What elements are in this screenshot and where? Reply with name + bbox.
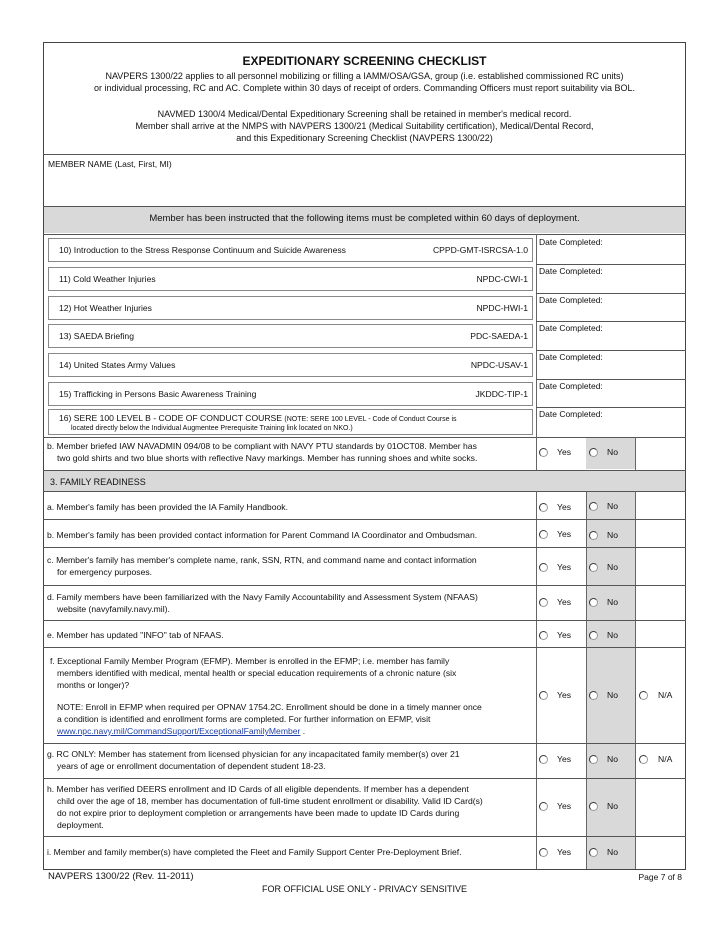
option-yes[interactable] <box>539 502 571 512</box>
divider <box>43 836 686 837</box>
date-completed-field[interactable]: Date Completed: <box>539 409 603 419</box>
course-code: PDC-SAEDA-1 <box>470 331 528 341</box>
section-3-title: 3. FAMILY READINESS <box>50 477 146 487</box>
radio-icon[interactable] <box>589 531 598 540</box>
radio-icon[interactable] <box>589 691 598 700</box>
course-row <box>48 324 533 348</box>
option-yes[interactable] <box>539 597 571 607</box>
course-row <box>48 238 533 262</box>
radio-icon[interactable] <box>589 448 598 457</box>
radio-icon[interactable] <box>539 631 548 640</box>
course-title: 16) SERE 100 LEVEL B - CODE OF CONDUCT COURSE <box>59 413 283 423</box>
course-code: NPDC-CWI-1 <box>476 274 528 284</box>
family-f-line-3: months or longer)? <box>57 680 130 690</box>
option-label: No <box>607 754 618 764</box>
option-label: No <box>607 562 618 572</box>
option-yes[interactable] <box>539 447 571 457</box>
radio-icon[interactable] <box>539 755 548 764</box>
course-code: CPPD-GMT-ISRCSA-1.0 <box>432 245 528 255</box>
option-label: No <box>607 597 618 607</box>
col-divider <box>635 437 636 470</box>
date-completed-field[interactable]: Date Completed: <box>539 237 603 247</box>
divider <box>43 154 686 155</box>
family-a-text: a. Member's family has been provided the IA Family Handbook. <box>47 502 288 512</box>
option-label: Yes <box>557 801 572 811</box>
option-no[interactable] <box>589 501 618 511</box>
option-label: N/A <box>658 754 673 764</box>
family-e-text: e. Member has updated "INFO" tab of NFAAS. <box>47 630 224 640</box>
course-title: 10) Introduction to the Stress Response Continuum and Suicide Awareness <box>59 245 346 255</box>
course-code: NPDC-USAV-1 <box>470 360 528 370</box>
family-h-line-3: do not expire prior to deployment completion or arrangements have been made to update ID Cards during <box>57 808 460 818</box>
option-no[interactable] <box>589 630 618 640</box>
course-row <box>48 353 533 377</box>
efmp-note-text: : Enroll in EFMP when required per OPNAV 1754.2C. Enrollment should be done in a timely manner once <box>80 702 482 712</box>
option-label: No <box>607 847 618 857</box>
radio-icon[interactable] <box>539 503 548 512</box>
divider <box>43 519 686 520</box>
family-h-line-1: h. Member has verified DEERS enrollment and ID Cards of all eligible dependents. If member has a dependent <box>47 784 469 794</box>
option-label: Yes <box>557 754 572 764</box>
family-d-line-2: website (navyfamily.navy.mil). <box>57 604 170 614</box>
efmp-link-suffix: . <box>300 726 306 736</box>
option-no[interactable] <box>589 562 618 572</box>
course-row <box>48 409 533 435</box>
radio-icon[interactable] <box>539 448 548 457</box>
option-na[interactable] <box>639 690 672 700</box>
option-no[interactable] <box>589 447 618 457</box>
option-yes[interactable] <box>539 690 571 700</box>
date-completed-field[interactable]: Date Completed: <box>539 266 603 276</box>
option-no[interactable] <box>589 754 618 764</box>
form-title: EXPEDITIONARY SCREENING CHECKLIST <box>242 54 487 68</box>
note-line-1: NAVMED 1300/4 Medical/Dental Expeditionary Screening shall be retained in member's medical record. <box>157 109 572 119</box>
intro-line-2: or individual processing, RC and AC. Complete within 30 days of receipt of orders. Commanding Officers must report suitability via BOL. <box>93 83 636 93</box>
date-completed-field[interactable]: Date Completed: <box>539 352 603 362</box>
option-label: No <box>607 530 618 540</box>
intro-line-1: NAVPERS 1300/22 applies to all personnel mobilizing or filling a IAMM/OSA/GSA, group (i.e. established commissioned RC units) <box>105 71 624 81</box>
course-note-line-2: located directly below the Individual Augmentee Prerequisite Training link located on NKO.) <box>71 425 353 432</box>
member-name-label: MEMBER NAME (Last, First, MI) <box>48 159 172 169</box>
option-no[interactable] <box>589 801 618 811</box>
question-b-line-2: two gold shirts and two blue shorts with reflective Navy markings. Member has running shoes and white socks. <box>57 453 478 463</box>
radio-icon[interactable] <box>589 598 598 607</box>
option-label: Yes <box>557 597 572 607</box>
family-h-line-4: deployment. <box>57 820 104 830</box>
radio-icon[interactable] <box>539 563 548 572</box>
member-name-input[interactable] <box>44 170 685 206</box>
radio-icon[interactable] <box>639 755 648 764</box>
efmp-link[interactable]: www.npc.navy.mil/CommandSupport/ExceptionalFamilyMember <box>57 726 301 736</box>
option-label: Yes <box>557 847 572 857</box>
date-completed-field[interactable]: Date Completed: <box>539 381 603 391</box>
date-completed-field[interactable]: Date Completed: <box>539 323 603 333</box>
col-divider <box>536 437 537 470</box>
option-label: No <box>607 801 618 811</box>
divider <box>43 778 686 779</box>
option-label: Yes <box>557 630 572 640</box>
option-label: Yes <box>557 529 572 539</box>
radio-icon[interactable] <box>539 530 548 539</box>
efmp-note-line-2: a condition is identified and enrollment forms are completed. For further information on EFMP, visit <box>57 714 431 724</box>
date-completed-field[interactable]: Date Completed: <box>539 295 603 305</box>
option-yes[interactable] <box>539 529 571 539</box>
radio-icon[interactable] <box>589 631 598 640</box>
family-g-line-1: g. RC ONLY: Member has statement from licensed physician for any incapacitated family member(s) over 21 <box>47 749 460 759</box>
option-label: No <box>607 447 618 457</box>
course-note: (NOTE: SERE 100 LEVEL - Code of Conduct Course is <box>284 416 457 423</box>
course-title: 13) SAEDA Briefing <box>59 331 134 341</box>
radio-icon[interactable] <box>589 802 598 811</box>
course-title: 12) Hot Weather Injuries <box>59 303 152 313</box>
family-g-line-2: years of age or enrollment documentation of dependent student 18-23. <box>57 761 326 771</box>
divider <box>43 585 686 586</box>
note-line-3: and this Expeditionary Screening Checklist (NAVPERS 1300/22) <box>236 133 493 143</box>
option-label: No <box>607 630 618 640</box>
option-label: No <box>607 501 618 511</box>
family-i-text: i. Member and family member(s) have completed the Fleet and Family Support Center Pre-Deployment Brief. <box>47 847 462 857</box>
family-f-line-1: f. Exceptional Family Member Program (EFMP). Member is enrolled in the EFMP; i.e. member has family <box>50 656 450 666</box>
option-yes[interactable] <box>539 754 571 764</box>
radio-icon[interactable] <box>539 598 548 607</box>
course-title: 14) United States Army Values <box>59 360 176 370</box>
radio-icon[interactable] <box>589 755 598 764</box>
option-label: Yes <box>557 502 572 512</box>
instruction-text: Member has been instructed that the following items must be completed within 60 days of deployment. <box>149 213 580 224</box>
page-number: Page 7 of 8 <box>638 872 682 882</box>
efmp-note-line-1 <box>57 702 482 714</box>
radio-icon[interactable] <box>589 848 598 857</box>
family-f-line-2: members identified with medical, mental health or special education requirements of a chronic nature (six <box>57 668 457 678</box>
option-label: N/A <box>658 690 673 700</box>
option-label: Yes <box>557 562 572 572</box>
divider <box>43 743 686 744</box>
family-d-line-1: d. Family members have been familiarized with the Navy Family Accountability and Assessment System (NFAAS) <box>47 592 478 602</box>
option-no[interactable] <box>589 847 618 857</box>
radio-icon[interactable] <box>589 563 598 572</box>
option-label: No <box>607 690 618 700</box>
divider <box>43 491 686 492</box>
option-no[interactable] <box>589 530 618 540</box>
divider <box>43 547 686 548</box>
privacy-notice: FOR OFFICIAL USE ONLY - PRIVACY SENSITIVE <box>261 884 468 894</box>
shaded-column <box>586 492 635 869</box>
course-row <box>48 382 533 406</box>
note-label: NOTE <box>57 702 81 712</box>
radio-icon[interactable] <box>539 691 548 700</box>
family-h-line-2: child over the age of 18, member has documentation of full-time student enrollment or disability. Valid ID Card(s) <box>57 796 483 806</box>
option-yes[interactable] <box>539 847 571 857</box>
course-code: JKDDC-TIP-1 <box>475 389 528 399</box>
option-na[interactable] <box>639 754 672 764</box>
family-c-line-1: c. Member's family has member's complete name, rank, SSN, RTN, and command name and contact information <box>47 555 477 565</box>
course-title: 15) Trafficking in Persons Basic Awareness Training <box>59 389 257 399</box>
note-line-2: Member shall arrive at the NMPS with NAVPERS 1300/21 (Medical Suitability certification), Medical/Dental Record, <box>135 121 594 131</box>
form-id: NAVPERS 1300/22 (Rev. 11-2011) <box>48 871 194 882</box>
course-title: 11) Cold Weather Injuries <box>59 274 156 284</box>
divider <box>43 647 686 648</box>
course-code: NPDC-HWI-1 <box>476 303 528 313</box>
radio-icon[interactable] <box>639 691 648 700</box>
option-yes[interactable] <box>539 630 571 640</box>
option-label: Yes <box>557 690 572 700</box>
question-b-line-1: b. Member briefed IAW NAVADMIN 094/08 to be compliant with NAVY PTU standards by 01OCT08. Member has <box>47 441 477 451</box>
option-yes[interactable] <box>539 562 571 572</box>
option-yes[interactable] <box>539 801 571 811</box>
family-b-text: b. Member's family has been provided contact information for Parent Command IA Coordinator and Ombudsman. <box>47 530 478 540</box>
option-label: Yes <box>557 447 572 457</box>
radio-icon[interactable] <box>539 848 548 857</box>
course-row <box>48 267 533 291</box>
radio-icon[interactable] <box>539 802 548 811</box>
radio-icon[interactable] <box>589 502 598 511</box>
option-no[interactable] <box>589 690 618 700</box>
efmp-link-line <box>57 726 305 738</box>
course-row <box>48 296 533 320</box>
family-c-line-2: for emergency purposes. <box>57 567 153 577</box>
divider <box>43 620 686 621</box>
option-no[interactable] <box>589 597 618 607</box>
